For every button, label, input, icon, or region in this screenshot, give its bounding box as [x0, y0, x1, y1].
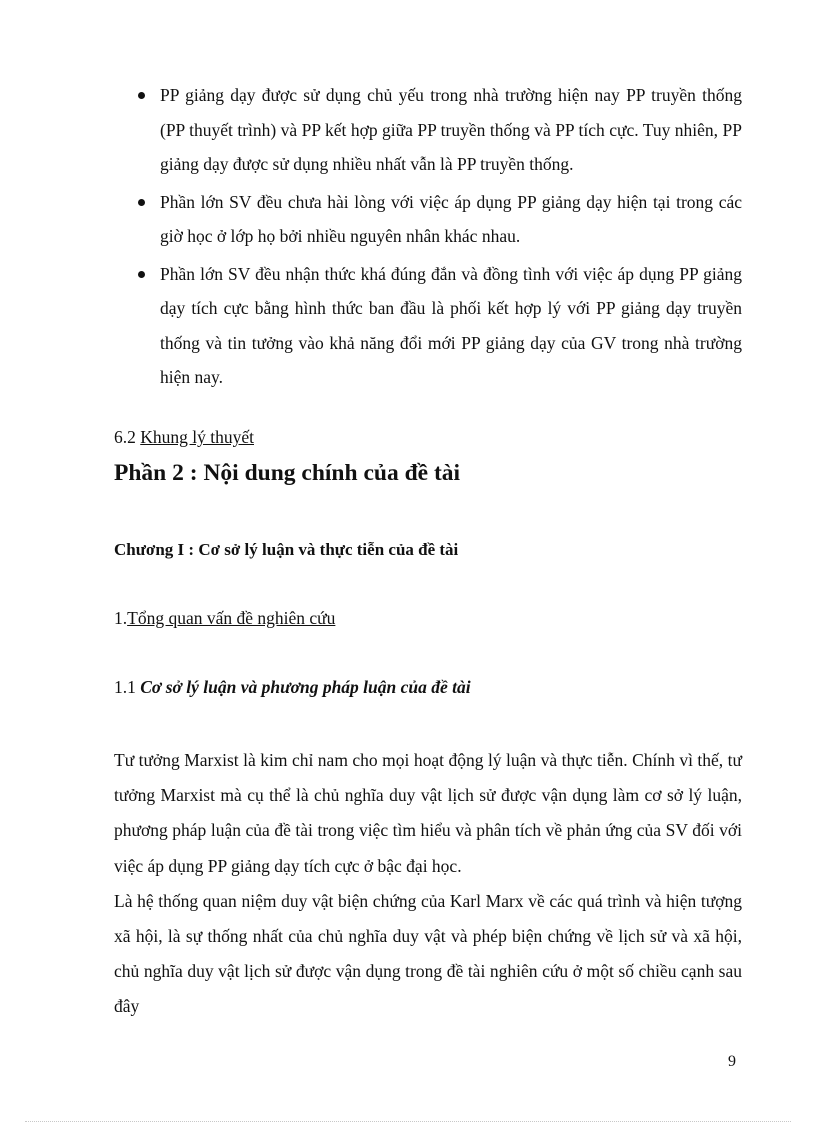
bullet-item: [114, 257, 742, 395]
bullet-dot-icon: [138, 199, 145, 206]
section-number: 1.: [114, 608, 128, 628]
section-number: 6.2: [114, 427, 141, 447]
body-text: [114, 743, 742, 1025]
part-title: Phần 2 : Nội dung chính của đề tài: [114, 460, 461, 486]
bullet-dot-icon: [138, 92, 145, 99]
bullet-text: PP giảng dạy được sử dụng chủ yếu trong nhà trường hiện nay PP truyền thống (PP thuyết trình) và PP kết hợp giữa PP truyền thống và PP tích cực. Tuy nhiên, PP giảng dạy được sử dụng nhiều nhất vẫn là PP truyền thống.: [160, 85, 742, 174]
bullet-item: [114, 78, 742, 182]
section-title: Khung lý thuyết: [140, 427, 254, 447]
page-number: 9: [728, 1053, 736, 1070]
section-heading-1-1: [114, 677, 471, 698]
bullet-text: Phần lớn SV đều chưa hài lòng với việc áp dụng PP giảng dạy hiện tại trong các giờ học ở lớp họ bởi nhiều nguyên nhân khác nhau.: [160, 191, 742, 246]
section-heading-1: [114, 608, 335, 629]
paragraph: Là hệ thống quan niệm duy vật biện chứng của Karl Marx về các quá trình và hiện tượng xã hội, là sự thống nhất của chủ nghĩa duy vật và phép biện chứng về lịch sử và xã hội, chủ nghĩa duy vật lịch sử được vận dụng trong đề tài nghiên cứu ở một số chiều cạnh sau đây: [114, 890, 742, 1017]
section-number: 1.1: [114, 677, 141, 697]
section-title: Cơ sở lý luận và phương pháp luận của đề tài: [140, 677, 471, 697]
paragraph: Tư tưởng Marxist là kim chỉ nam cho mọi hoạt động lý luận và thực tiễn. Chính vì thế, tư tưởng Marxist mà cụ thể là chủ nghĩa duy vật lịch sử được vận dụng làm cơ sở lý luận, phương pháp luận của đề tài trong việc tìm hiểu và phân tích về phản ứng của SV đối với việc áp dụng PP giảng dạy tích cực ở bậc đại học.: [114, 750, 742, 876]
section-title: Tổng quan vấn đề nghiên cứu: [127, 608, 336, 628]
bullet-dot-icon: [138, 271, 145, 278]
findings-bullet-list: [114, 78, 742, 398]
bullet-text: Phần lớn SV đều nhận thức khá đúng đắn và đồng tình với việc áp dụng PP giảng dạy tích cực bằng hình thức ban đầu là phối kết hợp lý với PP giảng dạy truyền thống và tin tưởng vào khả năng đổi mới PP giảng dạy của GV trong nhà trường hiện nay.: [160, 263, 742, 387]
section-heading-6-2: [114, 427, 254, 448]
chapter-title: Chương I : Cơ sở lý luận và thực tiễn của đề tài: [114, 540, 459, 559]
page-bottom-divider: [25, 1121, 791, 1122]
bullet-item: [114, 185, 742, 254]
